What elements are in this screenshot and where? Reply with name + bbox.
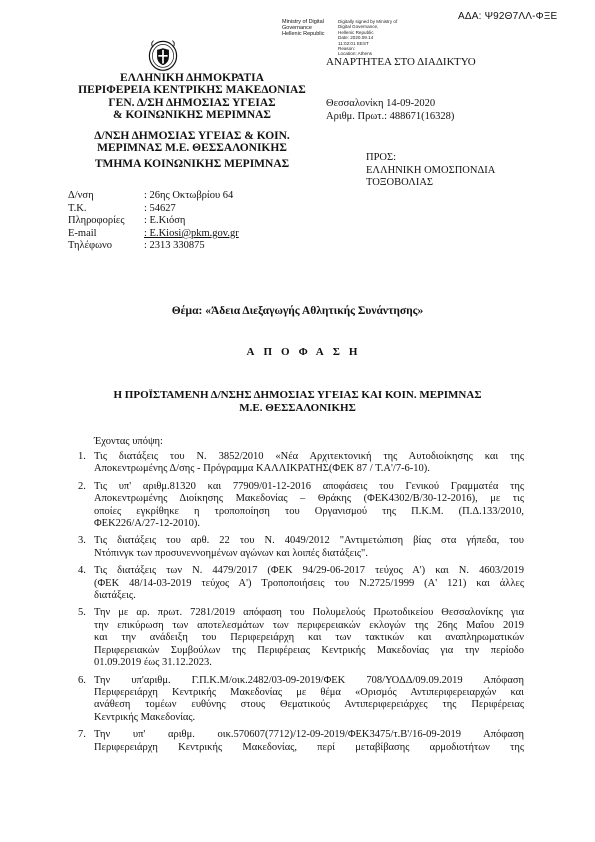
item-line: Περιφερειάρχη Κεντρικής Μακεδονίας με θέμα «Ορισμός Αντιπεριφερειαρχών και xyxy=(94,686,524,698)
contact-value: : 2313 330875 xyxy=(144,240,205,252)
item-number: 6. xyxy=(78,674,86,686)
date-protocol-block xyxy=(326,98,454,123)
item-line: Την με αρ. πρωτ. 7281/2019 απόφαση του Πολυμελούς Πρωτοδικείου Θεσσαλονίκης για xyxy=(94,607,524,619)
contact-row xyxy=(68,215,239,228)
list-item xyxy=(78,675,524,725)
item-text xyxy=(94,535,524,560)
signature-line: Digital Governance, xyxy=(338,24,379,30)
signature-line: Location: Athens xyxy=(338,51,372,57)
item-line: Τις διατάξεις του Ν. 3852/2010 «Νέα Αρχιτεκτονική της Αυτοδιοίκησης και της xyxy=(94,451,524,462)
email-link[interactable]: : E.Kiosi@pkm.gov.gr xyxy=(144,227,239,239)
item-number: 3. xyxy=(78,535,86,547)
signature-line: Reason: xyxy=(338,46,356,52)
item-line: Ντόπινγκ των προσυνεννοημένων αγώνων και λοιπές διατάξεις". xyxy=(94,547,368,559)
item-line: Την υπ' αριθμ. οικ.570607(7712)/12-09-2019/ΦΕΚ3475/τ.Β'/16-09-2019 Απόφαση xyxy=(94,729,524,741)
item-text xyxy=(94,451,524,476)
recipient-line: ΕΛΛΗΝΙΚΗ ΟΜΟΣΠΟΝΔΙΑ xyxy=(366,164,496,176)
place-date: Θεσσαλονίκη 14-09-2020 xyxy=(326,98,436,109)
item-text xyxy=(94,565,524,602)
item-text xyxy=(94,481,524,531)
contact-value: : 54627 xyxy=(144,202,176,214)
issuer-line: Ministry of Digital xyxy=(282,19,324,25)
item-line: Αποκεντρωμένης Δ/σης - Πρόγραμμα ΚΑΛΛΙΚΡΑΤΗΣ(ΦΕΚ 87 / Τ.Α'/7-6-10). xyxy=(94,463,430,475)
subject-line: Θέμα: «Άδεια Διεξαγωγής Αθλητικής Συνάντησης» xyxy=(171,305,424,317)
item-line: ΦΕΚ226/Α/27-12-2010). xyxy=(94,518,200,530)
posting-notice: ΑΝΑΡΤΗΤΕΑ ΣΤΟ ΔΙΑΔΙΚΤΥΟ xyxy=(326,56,476,68)
contact-info xyxy=(68,190,239,253)
issuer-line: Η ΠΡΟΪΣΤΑΜΕΝΗ Δ/ΝΣΗΣ ΔΗΜΟΣΙΑΣ ΥΓΕΙΑΣ ΚΑΙ ΚΟΙΝ. ΜΕΡΙΜΝΑΣ xyxy=(113,389,482,401)
item-line: Αποκεντρωμένης Διοίκησης Μακεδονίας – Θράκης (ΦΕΚ4302/Β/30-12-2016), με τις xyxy=(94,493,524,505)
issuer-title xyxy=(0,389,595,414)
item-line: Περιφερειακών Συμβούλων της Περιφέρειας Κεντρικής Μακεδονίας για την περίοδο xyxy=(94,644,524,656)
signature-line: Hellenic Republic xyxy=(338,29,374,35)
item-number: 1. xyxy=(78,451,86,462)
item-number: 4. xyxy=(78,565,86,577)
org-line: ΕΛΛΗΝΙΚΗ ΔΗΜΟΚΡΑΤΙΑ xyxy=(120,72,264,84)
item-text xyxy=(94,675,524,725)
item-line: 01.09.2019 έως 31.12.2023. xyxy=(94,657,212,669)
dept-line: ΤΜΗΜΑ ΚΟΙΝΩΝΙΚΗΣ ΜΕΡΙΜΝΑΣ xyxy=(94,158,290,171)
contact-row xyxy=(68,228,239,241)
item-text xyxy=(94,729,524,754)
recipient-label: ΠΡΟΣ: xyxy=(366,152,397,163)
list-item xyxy=(78,481,524,531)
org-line: ΠΕΡΙΦΕΡΕΙΑ ΚΕΝΤΡΙΚΗΣ ΜΑΚΕΔΟΝΙΑΣ xyxy=(78,84,306,97)
signature-line: 11:02:01 EEST xyxy=(338,40,369,46)
contact-row xyxy=(68,240,239,253)
contact-label: Πληροφορίες xyxy=(68,215,125,227)
issuer-line: Governance xyxy=(282,25,312,31)
item-text xyxy=(94,607,524,669)
contact-row xyxy=(68,203,239,216)
contact-label: Δ/νση xyxy=(68,190,94,201)
hellenic-emblem-icon xyxy=(146,38,180,72)
contact-label: E-mail xyxy=(68,227,97,239)
signature-line: Digitally signed by Ministry of xyxy=(338,19,398,24)
item-number: 2. xyxy=(78,480,86,492)
item-line: την επικύρωση των αποτελεσμάτων των περιφερειακών εκλογών της 26ης Μαΐου 2019 xyxy=(94,619,524,631)
contact-value: : Ε.Κιόση xyxy=(144,215,186,227)
item-number: 5. xyxy=(78,607,86,619)
considerations-list xyxy=(78,451,524,759)
list-item xyxy=(78,451,524,476)
contact-label: Τ.Κ. xyxy=(68,202,87,214)
contact-label: Τηλέφωνο xyxy=(68,240,112,252)
issuer-line: Μ.Ε. ΘΕΣΣΑΛΟΝΙΚΗΣ xyxy=(239,401,356,414)
item-line: και την ανάδειξη του Περιφερειάρχη και των τακτικών και αναπληρωματικών xyxy=(94,632,524,644)
item-line: Την υπ'αριθμ. Γ.Π.Κ.Μ/οικ.2482/03-09-2019/ΦΕΚ 708/ΥΟΔΔ/09.09.2019 Απόφαση xyxy=(94,674,524,686)
signature-line: Date: 2020.09.14 xyxy=(338,35,374,41)
issuing-authority-header xyxy=(58,72,326,171)
digital-signature-issuer xyxy=(282,19,325,37)
list-item xyxy=(78,535,524,560)
item-line: Τις διατάξεις των Ν. 4479/2017 (ΦΕΚ 94/29-06-2017 τεύχος Α') και Ν. 4603/2019 xyxy=(94,565,524,577)
item-line: ανάθεση τομέων ευθύνης στους Θεματικούς Αντιπεριφερειάρχες της Περιφέρειας xyxy=(94,699,524,711)
item-number: 7. xyxy=(78,729,86,741)
list-item xyxy=(78,729,524,754)
item-line: (ΦΕΚ 48/14-03-2019 τεύχος Α') Τροποποιήσεις του Ν.2725/1999 (Α' 121) και άλλες xyxy=(94,577,524,589)
item-line: Τις διατάξεις του αρθ. 22 του Ν. 4049/2012 "Αντιμετώπιση βίας στα γήπεδα, του xyxy=(94,535,524,547)
digital-signature-details xyxy=(338,19,397,57)
item-line: Κεντρικής Μακεδονίας. xyxy=(94,711,196,723)
dept-line: ΜΕΡΙΜΝΑΣ Μ.Ε. ΘΕΣΣΑΛΟΝΙΚΗΣ xyxy=(97,142,287,155)
having-considered-label: Έχοντας υπόψη: xyxy=(94,436,163,447)
org-line: ΓΕΝ. Δ/ΣΗ ΔΗΜΟΣΙΑΣ ΥΓΕΙΑΣ xyxy=(108,96,276,109)
decision-title: ΑΠΟΦΑΣΗ xyxy=(246,346,367,358)
list-item xyxy=(78,607,524,669)
protocol-number: Αριθμ. Πρωτ.: 488671(16328) xyxy=(326,110,455,122)
ada-code: ΑΔΑ: Ψ92Θ7ΛΛ-ΦΞΕ xyxy=(458,11,558,22)
org-line: & ΚΟΙΝΩΝΙΚΗΣ ΜΕΡΙΜΝΑΣ xyxy=(113,109,271,122)
contact-value: : 26ης Οκτωβρίου 64 xyxy=(144,190,234,201)
item-line: διατάξεις. xyxy=(94,590,136,602)
list-item xyxy=(78,565,524,602)
item-line: Περιφερειάρχη Κεντρικής Μακεδονίας, περί μεταβίβασης αρμοδιοτήτων της xyxy=(94,741,524,753)
recipient-block xyxy=(366,152,495,190)
item-line: οποίες εγκρίθηκε η τροποποίηση του Οργανισμού της Π.Κ.Μ. (Π.Δ.133/2010, xyxy=(94,505,524,517)
contact-row xyxy=(68,190,239,203)
recipient-line: ΤΟΞΟΒΟΛΙΑΣ xyxy=(366,177,434,188)
issuer-line: Hellenic Republic xyxy=(282,31,325,37)
item-line: Τις υπ' αριθμ.81320 και 77909/01-12-2016 αποφάσεις του Γενικού Γραμματέα της xyxy=(94,480,524,492)
dept-line: Δ/ΝΣΗ ΔΗΜΟΣΙΑΣ ΥΓΕΙΑΣ & ΚΟΙΝ. xyxy=(94,129,290,142)
